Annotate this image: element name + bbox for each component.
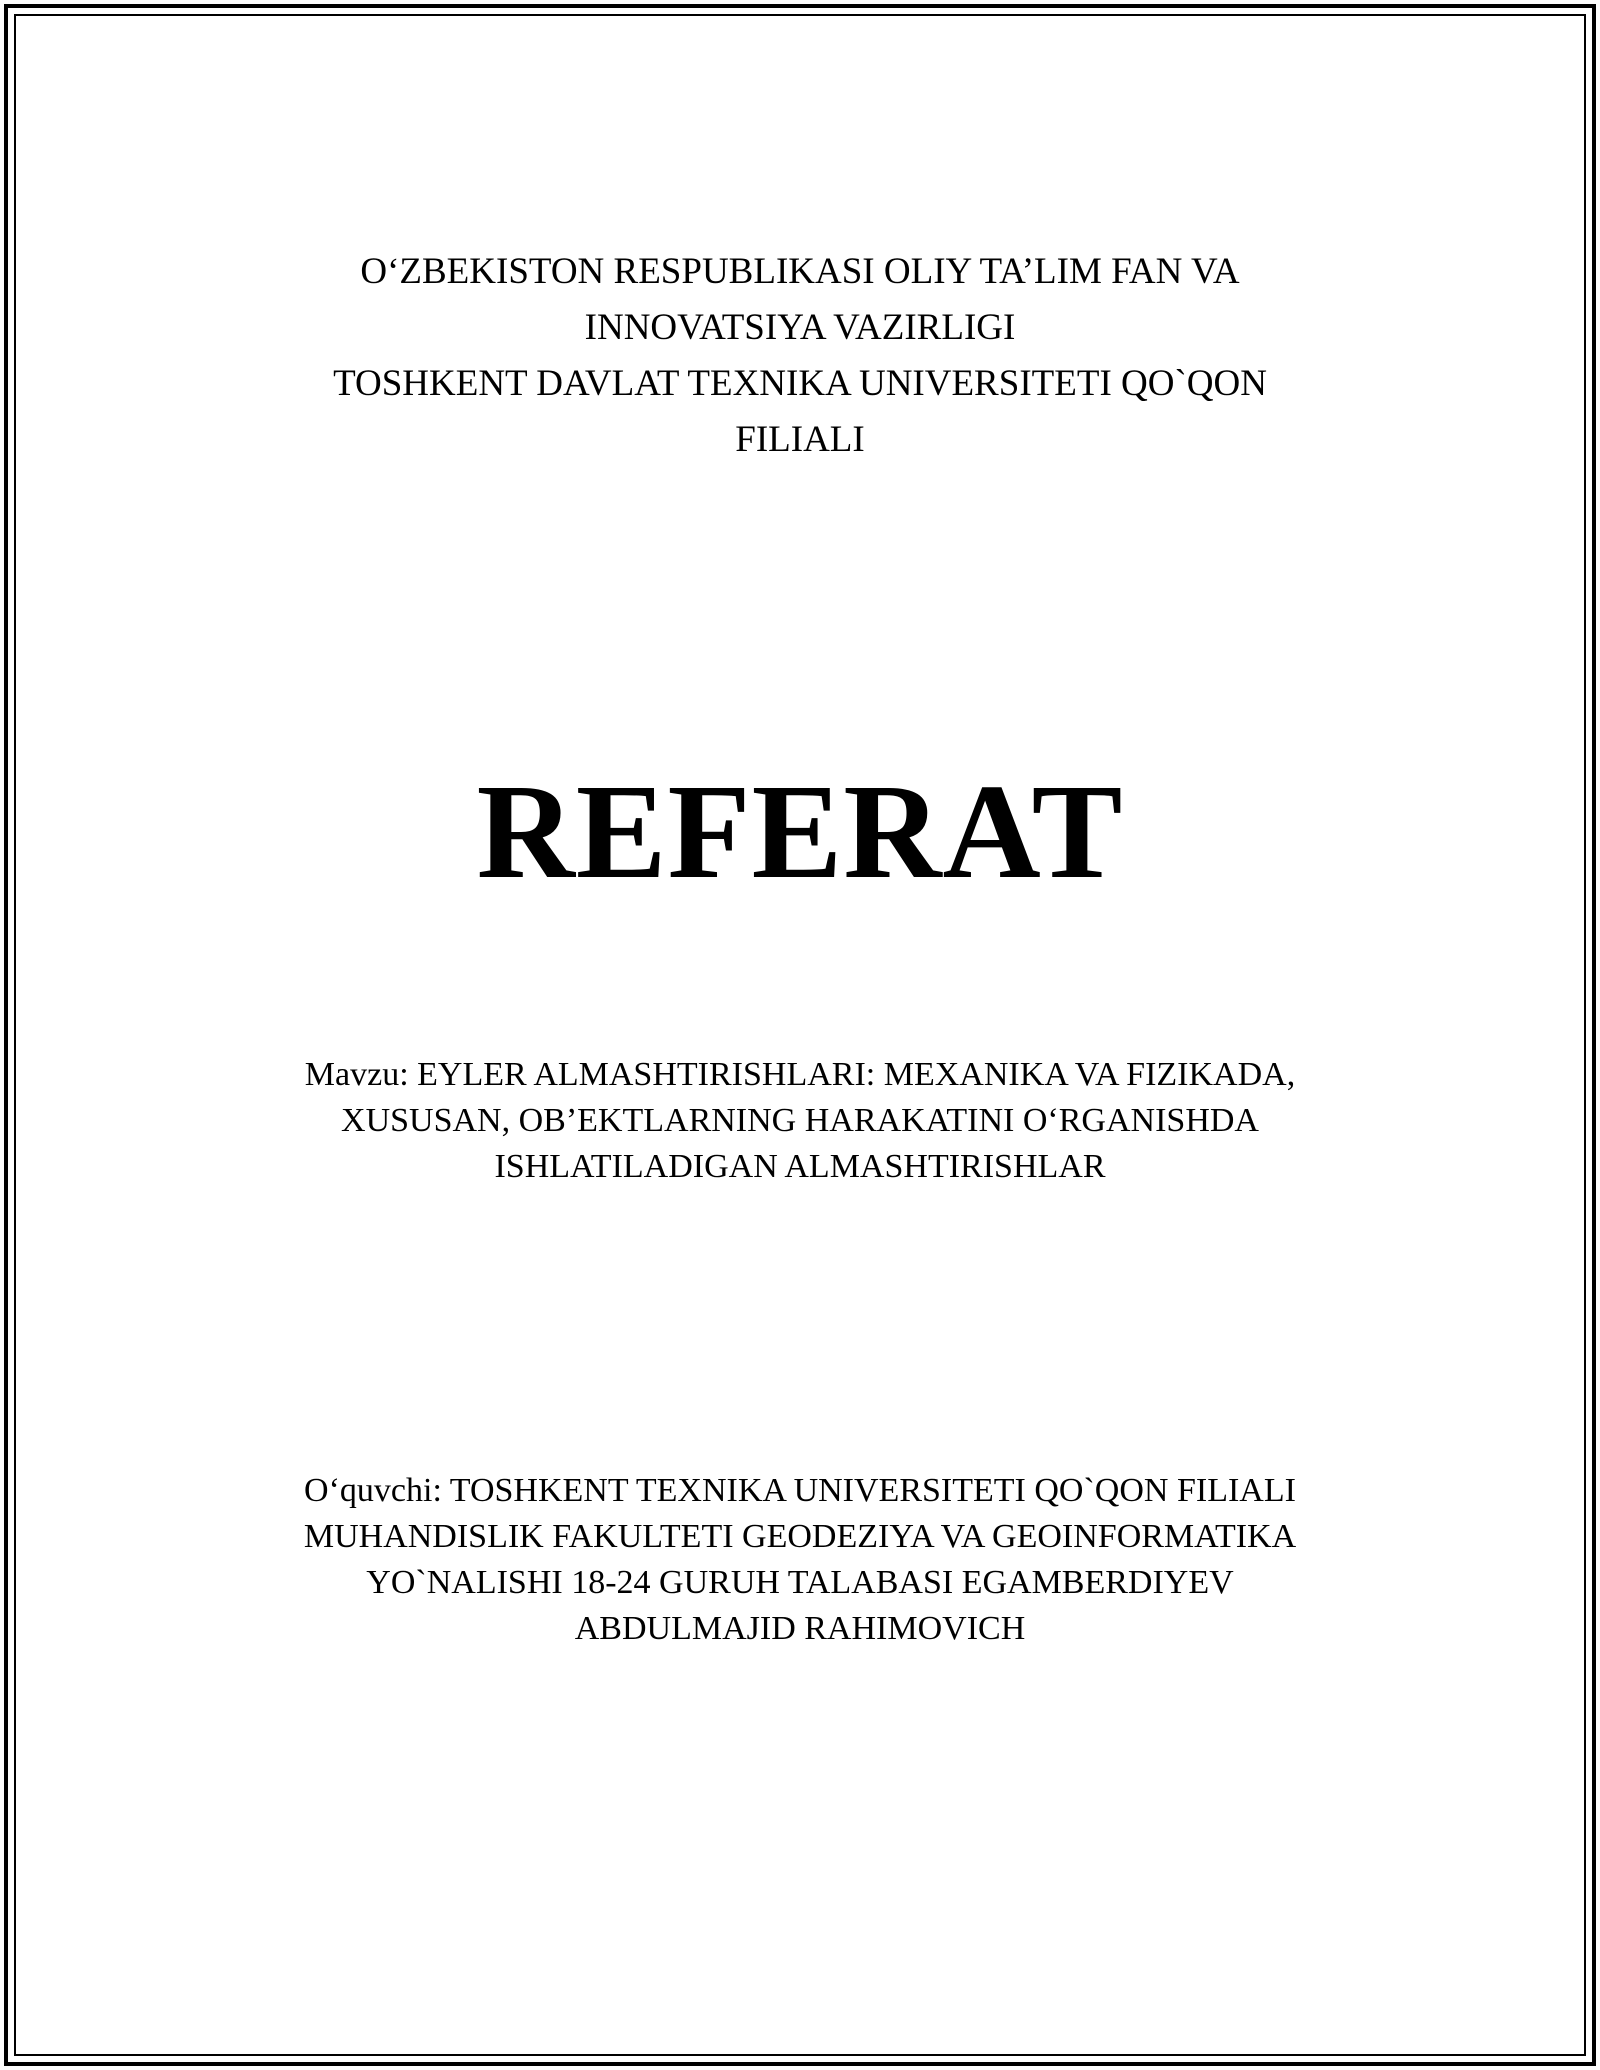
header-line: TOSHKENT DAVLAT TEXNIKA UNIVERSITETI QO`QON	[333, 363, 1267, 404]
student-line: ABDULMAJID RAHIMOVICH	[574, 1610, 1026, 1647]
header-line: O‘ZBEKISTON RESPUBLIKASI OLIY TA’LIM FAN VA	[360, 251, 1240, 292]
header-line: INNOVATSIYA VAZIRLIGI	[584, 307, 1016, 348]
document-title: REFERAT	[476, 757, 1124, 907]
topic-line: XUSUSAN, OB’EKTLARNING HARAKATINI O‘RGANISHDA	[341, 1102, 1259, 1139]
student-line: MUHANDISLIK FAKULTETI GEODEZIYA VA GEOINFORMATIKA	[303, 1518, 1297, 1555]
topic-section	[0, 1052, 1600, 1190]
ministry-header	[0, 244, 1600, 468]
header-line: FILIALI	[735, 419, 865, 460]
topic-line: Mavzu: EYLER ALMASHTIRISHLARI: MEXANIKA VA FIZIKADA,	[304, 1056, 1296, 1093]
topic-line: ISHLATILADIGAN ALMASHTIRISHLAR	[494, 1148, 1106, 1185]
student-line: O‘quvchi: TOSHKENT TEXNIKA UNIVERSITETI QO`QON FILIALI	[304, 1472, 1296, 1509]
student-line: YO`NALISHI 18-24 GURUH TALABASI EGAMBERDIYEV	[366, 1564, 1234, 1601]
student-section	[0, 1468, 1600, 1652]
